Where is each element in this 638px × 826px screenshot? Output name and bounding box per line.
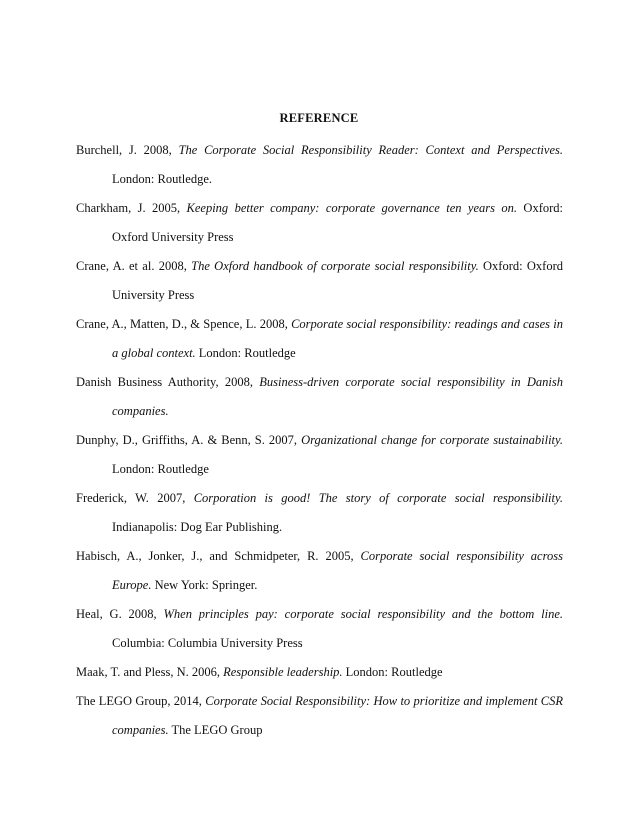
reference-authors-year: Frederick, W. 2007, (76, 491, 194, 505)
reference-title: Corporation is good! The story of corporate social responsibility. (193, 491, 563, 505)
reference-authors-year: Maak, T. and Pless, N. 2006, (76, 665, 224, 679)
reference-title: Corporate social responsibility across Europe. (112, 549, 563, 592)
reference-title: Corporate social responsibility: readings and cases in a global context. (112, 317, 563, 360)
reference-authors-year: Dunphy, D., Griffiths, A. & Benn, S. 2007, (76, 433, 302, 447)
reference-entry (76, 484, 563, 542)
reference-title: Business-driven corporate social responsibility in Danish companies. (112, 375, 563, 418)
reference-authors-year: Crane, A. et al. 2008, (76, 259, 192, 273)
reference-publisher: Oxford: Oxford University Press (112, 259, 563, 302)
reference-publisher: London: Routledge (195, 346, 296, 360)
reference-title: When principles pay: corporate social responsibility and the bottom line. (163, 607, 564, 621)
reference-entry (76, 368, 563, 426)
reference-entry (76, 658, 563, 687)
reference-publisher: London: Routledge. (112, 172, 212, 186)
reference-publisher: Indianapolis: Dog Ear Publishing. (112, 520, 283, 534)
reference-title: Keeping better company: corporate governance ten years on. (186, 201, 518, 215)
reference-authors-year: Burchell, J. 2008, (76, 143, 179, 157)
reference-authors-year: The LEGO Group, 2014, (76, 694, 206, 708)
reference-list (76, 136, 563, 745)
reference-entry (76, 310, 563, 368)
reference-authors-year: Danish Business Authority, 2008, (76, 375, 260, 389)
reference-title: Responsible leadership. (223, 665, 343, 679)
reference-authors-year: Crane, A., Matten, D., & Spence, L. 2008, (76, 317, 292, 331)
reference-entry (76, 600, 563, 658)
reference-authors-year: Habisch, A., Jonker, J., and Schmidpeter, R. 2005, (76, 549, 361, 563)
reference-entry (76, 426, 563, 484)
reference-publisher: Oxford: Oxford University Press (112, 201, 563, 244)
reference-entry (76, 136, 563, 194)
reference-publisher: The LEGO Group (168, 723, 263, 737)
reference-publisher: London: Routledge (342, 665, 443, 679)
reference-authors-year: Heal, G. 2008, (76, 607, 164, 621)
reference-title: The Oxford handbook of corporate social responsibility. (191, 259, 479, 273)
reference-title: Organizational change for corporate sustainability. (301, 433, 563, 447)
reference-title: The Corporate Social Responsibility Reader: Context and Perspectives. (178, 143, 563, 157)
reference-heading: REFERENCE (279, 111, 359, 125)
reference-entry (76, 687, 563, 745)
reference-publisher: London: Routledge (112, 462, 209, 476)
reference-publisher: Columbia: Columbia University Press (112, 636, 303, 650)
reference-publisher: New York: Springer. (151, 578, 258, 592)
reference-authors-year: Charkham, J. 2005, (76, 201, 187, 215)
reference-entry (76, 252, 563, 310)
reference-entry (76, 542, 563, 600)
reference-title: Corporate Social Responsibility: How to prioritize and implement CSR companies. (112, 694, 564, 737)
reference-entry (76, 194, 563, 252)
